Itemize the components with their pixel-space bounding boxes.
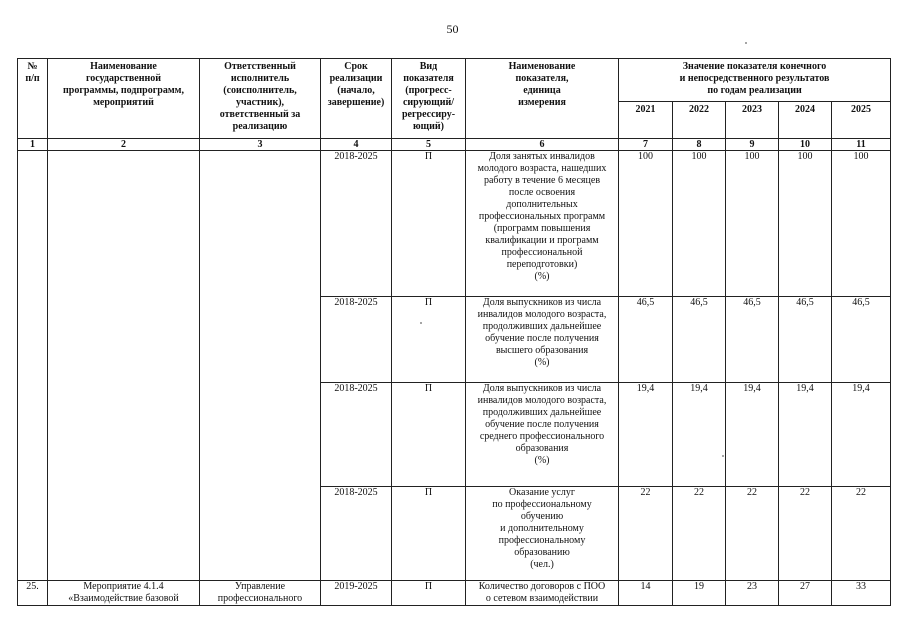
column-number: 7 [619,139,673,151]
value-cell: 100 [726,151,779,297]
header-program-name: Наименование государственной программы, подпрограмм, мероприятий [48,59,200,139]
column-number: 11 [832,139,891,151]
indicator-type-cell: П [392,297,466,383]
row-name-cell: Мероприятие 4.1.4 «Взаимодействие базовой [48,581,200,606]
value-cell: 19,4 [673,383,726,487]
value-cell: 23 [726,581,779,606]
period-cell: 2019-2025 [321,581,392,606]
scan-speck [722,455,724,457]
indicator-type-cell: П [392,581,466,606]
column-number: 3 [200,139,321,151]
indicator-name-cell: Доля выпускников из числа инвалидов молодого возраста, продолживших дальнейшее обучение после получения среднего профессионального образования (%) [466,383,619,487]
value-cell: 22 [619,487,673,581]
indicator-type-cell: П [392,151,466,297]
indicator-name-cell: Количество договоров с ПОО о сетевом взаимодействии [466,581,619,606]
indicators-table [17,58,891,606]
value-cell: 19,4 [832,383,891,487]
value-cell: 14 [619,581,673,606]
period-cell: 2018-2025 [321,487,392,581]
header-year: 2021 [619,102,673,139]
header-executor: Ответственный исполнитель (соисполнитель, участник), ответственный за реализацию [200,59,321,139]
row-executor-cell [200,151,321,581]
column-numbers-row [18,139,891,151]
header-number: № п/п [18,59,48,139]
value-cell: 19,4 [726,383,779,487]
column-number: 2 [48,139,200,151]
header-year: 2025 [832,102,891,139]
value-cell: 46,5 [673,297,726,383]
value-cell: 46,5 [726,297,779,383]
column-number: 4 [321,139,392,151]
scan-speck [420,322,422,324]
scan-speck [745,42,747,44]
value-cell: 100 [779,151,832,297]
indicator-type-cell: П [392,487,466,581]
value-cell: 27 [779,581,832,606]
value-cell: 33 [832,581,891,606]
value-cell: 100 [832,151,891,297]
indicator-type-cell: П [392,383,466,487]
value-cell: 19,4 [779,383,832,487]
column-number: 9 [726,139,779,151]
indicator-name-cell: Доля выпускников из числа инвалидов молодого возраста, продолживших дальнейшее обучение после получения высшего образования (%) [466,297,619,383]
value-cell: 22 [673,487,726,581]
value-cell: 22 [779,487,832,581]
column-number: 6 [466,139,619,151]
value-cell: 46,5 [619,297,673,383]
header-year: 2022 [673,102,726,139]
value-cell: 22 [832,487,891,581]
header-year: 2023 [726,102,779,139]
page-number: 50 [446,22,459,36]
value-cell: 100 [673,151,726,297]
header-values-group: Значение показателя конечного и непосредственного результатов по годам реализации [619,59,891,102]
row-number-cell [18,151,48,581]
header-period: Срок реализации (начало, завершение) [321,59,392,139]
table-row [18,151,891,297]
row-number-cell: 25. [18,581,48,606]
value-cell: 46,5 [832,297,891,383]
header-year: 2024 [779,102,832,139]
period-cell: 2018-2025 [321,297,392,383]
column-number: 8 [673,139,726,151]
header-indicator-type: Вид показателя (прогресс- сирующий/ регрессиру- ющий) [392,59,466,139]
column-number: 10 [779,139,832,151]
row-executor-cell: Управление профессионального [200,581,321,606]
indicator-name-cell: Оказание услуг по профессиональному обучению и дополнительному профессиональному образованию (чел.) [466,487,619,581]
row-name-cell [48,151,200,581]
value-cell: 46,5 [779,297,832,383]
value-cell: 100 [619,151,673,297]
indicator-name-cell: Доля занятых инвалидов молодого возраста, нашедших работу в течение 6 месяцев после освоения дополнительных профессиональных программ (программ повышения квалификации и программ профессиональной переподготовки) (%) [466,151,619,297]
value-cell: 22 [726,487,779,581]
column-number: 1 [18,139,48,151]
period-cell: 2018-2025 [321,383,392,487]
value-cell: 19 [673,581,726,606]
value-cell: 19,4 [619,383,673,487]
table-row [18,581,891,606]
header-indicator-name: Наименование показателя, единица измерения [466,59,619,139]
period-cell: 2018-2025 [321,151,392,297]
column-number: 5 [392,139,466,151]
